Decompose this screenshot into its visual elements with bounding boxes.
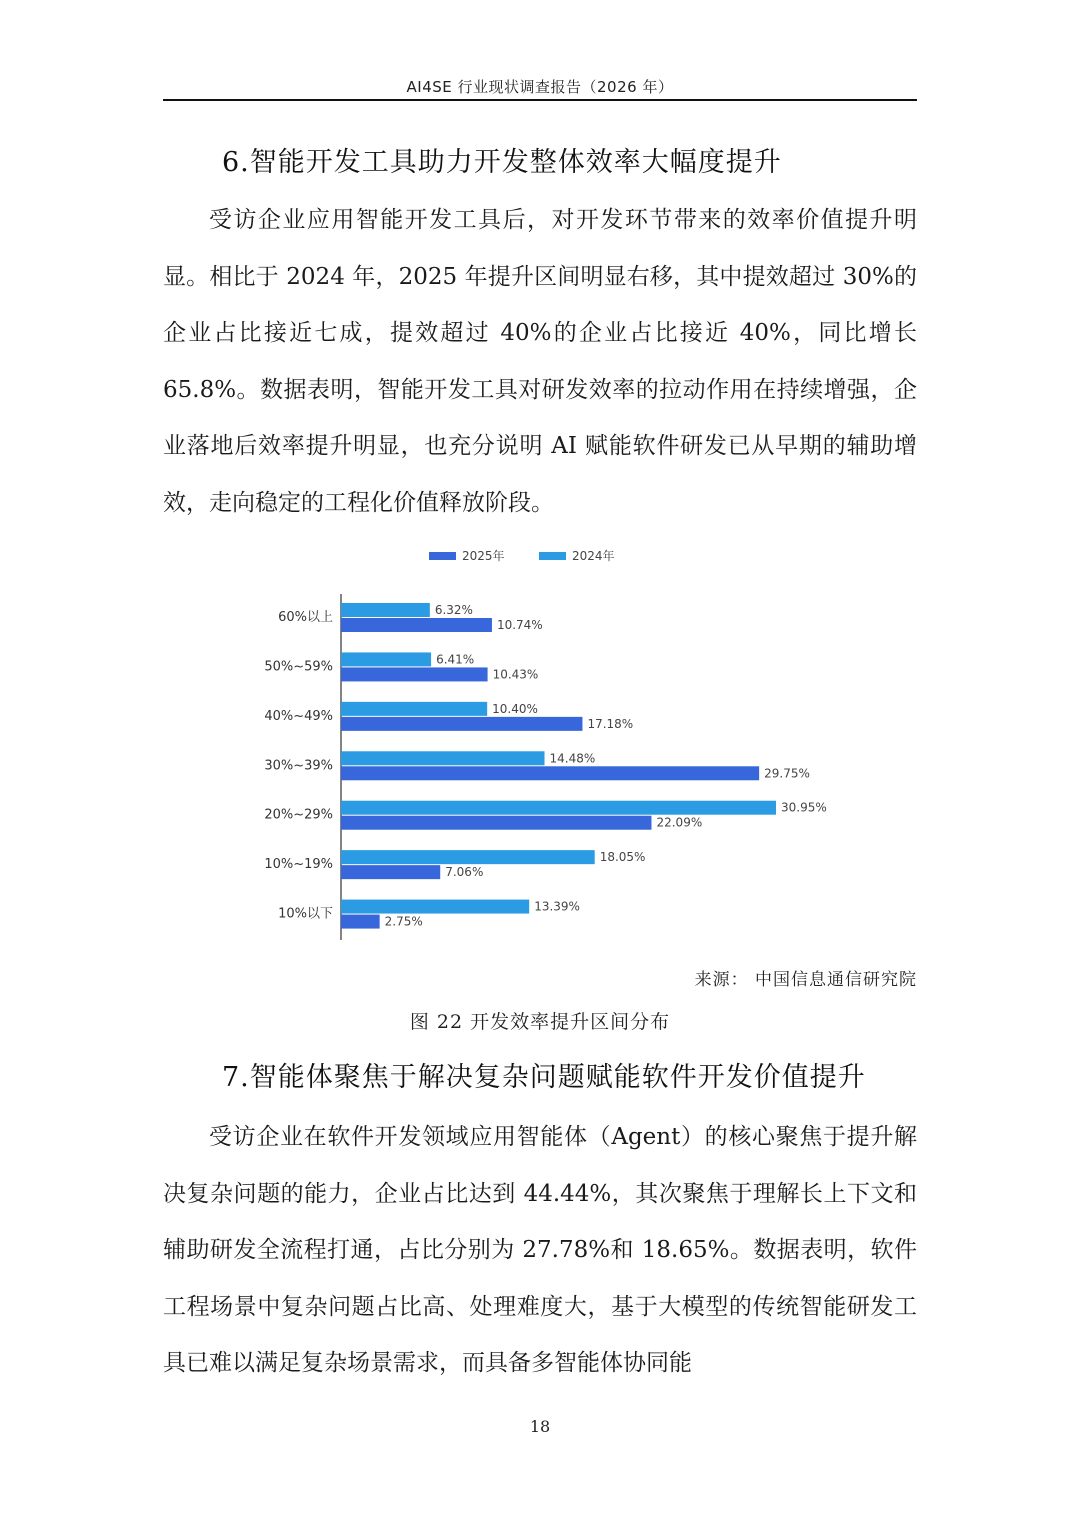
bar-2025: [341, 915, 380, 929]
data-label-2025: 2.75%: [384, 914, 423, 929]
chart-source: 来源： 中国信息通信研究院: [694, 970, 917, 990]
category-label: 30%~39%: [264, 758, 333, 774]
data-label-2025: 22.09%: [656, 815, 703, 830]
bar-2025: [341, 766, 759, 780]
bar-2024: [341, 603, 430, 617]
bar-2024: [341, 900, 529, 914]
efficiency-bar-chart: [163, 540, 917, 950]
data-label-2025: 10.43%: [492, 667, 539, 682]
bar-2024: [341, 652, 431, 666]
efficiency-chart: [163, 540, 917, 950]
legend-label-2024: 2024年: [572, 549, 615, 563]
bar-2025: [341, 816, 651, 830]
category-label: 50%~59%: [264, 659, 333, 675]
bar-2024: [341, 751, 545, 765]
page-number: 18: [529, 1417, 551, 1436]
data-label-2025: 7.06%: [445, 865, 484, 880]
section-6-paragraph: 受访企业应用智能开发工具后，对开发环节带来的效率价值提升明显。相比于 2024 年，2025 年提升区间明显右移，其中提效超过 30%的企业占比接近七成，提效超过 40%的企业占比接近 40%，同比增长 65.8%。数据表明，智能开发工具对研发效率的拉动作用在持续增强，企业落地后效率提升明显，也充分说明 AI 赋能软件研发已从早期的辅助增效，走向稳定的工程化价值释放阶段。: [163, 207, 917, 516]
data-label-2024: 6.32%: [434, 603, 473, 617]
category-label: 10%以下: [278, 906, 333, 922]
data-label-2025: 29.75%: [764, 766, 810, 781]
page-header-title: AI4SE 行业现状调查报告（2026 年）: [406, 78, 674, 96]
bar-2025: [341, 618, 492, 632]
bar-2024: [341, 702, 487, 716]
section-6-heading: 6.智能开发工具助力开发整体效率大幅度提升: [222, 147, 782, 178]
data-label-2024: 30.95%: [781, 800, 827, 815]
legend-swatch-2024: [539, 552, 566, 560]
category-label: 20%~29%: [264, 807, 333, 823]
data-label-2024: 6.41%: [436, 652, 475, 667]
data-label-2024: 18.05%: [599, 850, 646, 865]
section-7-paragraph: 受访企业在软件开发领域应用智能体（Agent）的核心聚焦于提升解决复杂问题的能力，企业占比达到 44.44%，其次聚焦于理解长上下文和辅助研发全流程打通，占比分别为 27.78%和 18.65%。数据表明，软件工程场景中复杂问题占比高、处理难度大，基于大模型的传统智能研发工具已难以满足复杂场景需求，而具备多智能体协同能: [163, 1124, 917, 1376]
figure-caption: 图 22 开发效率提升区间分布: [409, 1011, 671, 1033]
bar-2024: [341, 850, 595, 864]
data-label-2024: 14.48%: [549, 751, 596, 766]
bar-2025: [341, 865, 440, 879]
bar-2024: [341, 801, 776, 815]
legend-label-2025: 2025年: [462, 549, 505, 563]
data-label-2024: 10.40%: [492, 701, 538, 716]
bar-2025: [341, 667, 488, 681]
section-7-heading: 7.智能体聚焦于解决复杂问题赋能软件开发价值提升: [222, 1062, 866, 1093]
category-label: 40%~49%: [264, 708, 333, 724]
bar-2025: [341, 717, 582, 731]
category-label: 60%以上: [278, 610, 333, 625]
category-label: 10%~19%: [264, 857, 333, 873]
legend-swatch-2025: [429, 552, 456, 560]
data-label-2025: 17.18%: [587, 716, 634, 731]
data-label-2025: 10.74%: [496, 618, 543, 632]
header-rule: [163, 99, 917, 101]
data-label-2024: 13.39%: [534, 899, 580, 914]
